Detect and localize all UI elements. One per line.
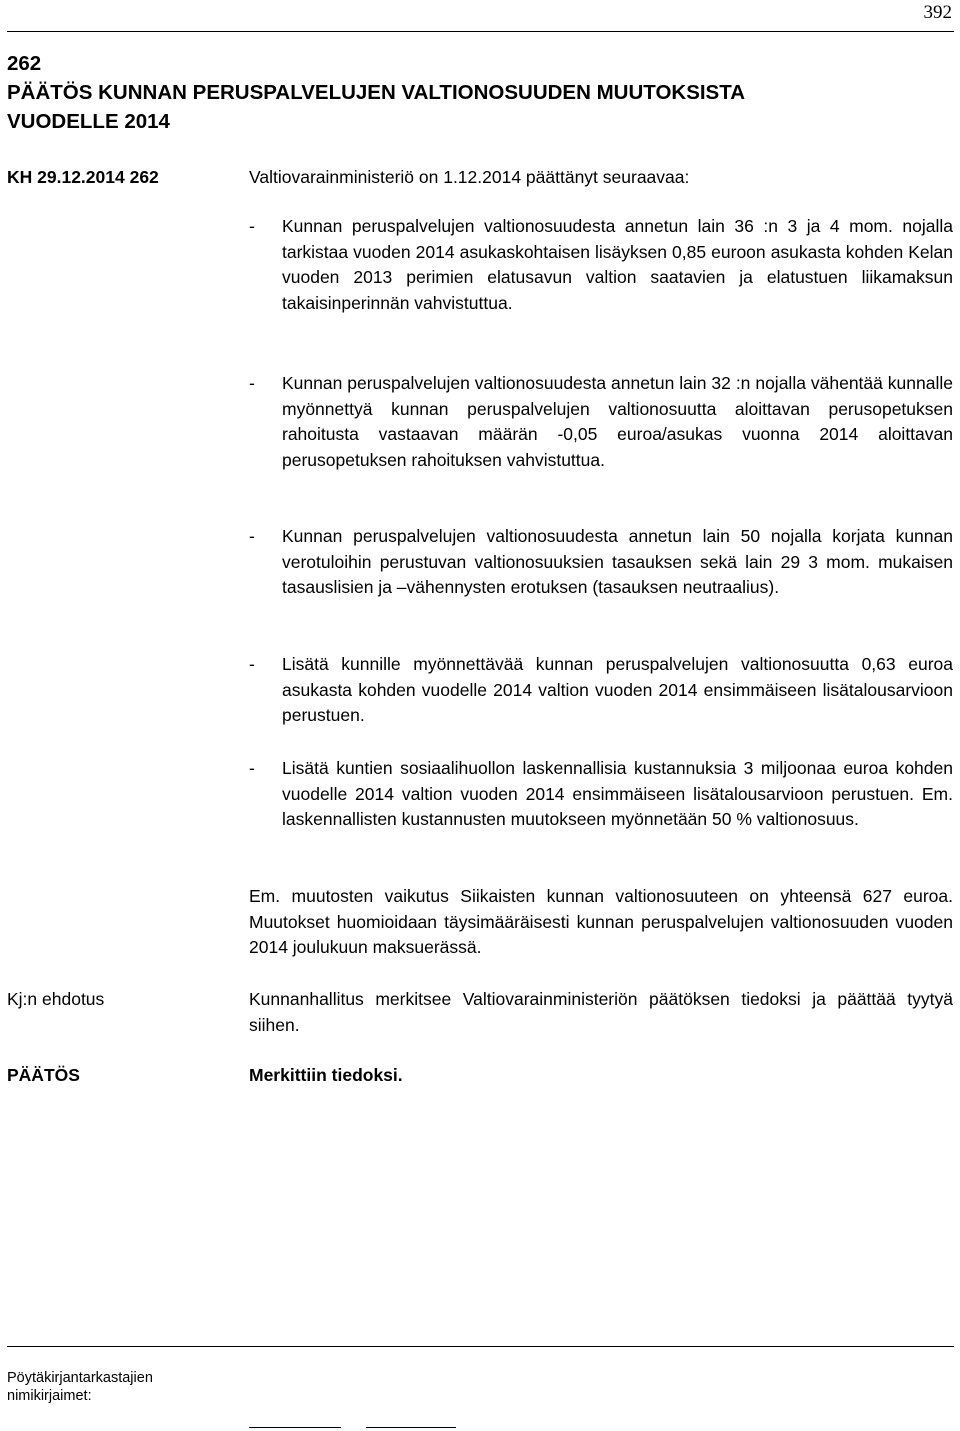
section-title-line: VUODELLE 2014 xyxy=(7,110,170,133)
list-item-text: Lisätä kuntien sosiaalihuollon laskennallisia kustannuksia 3 miljoonaa euroa kohden vuodelle 2014 valtion vuoden 2014 ensimmäiseen lisätalousarvioon perustuen. Em. laskennallisten kustannusten muutokseen myönnetään 50 % valtionosuus. xyxy=(282,758,953,829)
list-dash: - xyxy=(249,654,255,674)
footer-initials-label xyxy=(7,1369,153,1405)
footer-divider xyxy=(7,1346,954,1347)
list-dash: - xyxy=(249,373,255,393)
list-item-text: Kunnan peruspalvelujen valtionosuudesta annetun lain 50 nojalla korjata kunnan verotuloihin perustuvan valtionosuuksien tasauksen sekä lain 29 3 mom. mukaisen tasauslisien ja –vähennysten erotuksen (tasauksen neutraalius). xyxy=(282,526,953,597)
list-item-text: Kunnan peruspalvelujen valtionosuudesta annetun lain 36 :n 3 ja 4 mom. nojalla tarkistaa vuoden 2014 asukaskohtaisen lisäyksen 0,85 euroon asukasta kohden Kelan vuoden 2013 perimien elatusavun valtion saatavien ja elatustuen liikamaksun takaisinperinnän vahvistuttua. xyxy=(282,216,953,313)
list-item-text: Kunnan peruspalvelujen valtionosuudesta annetun lain 32 :n nojalla vähentää kunnalle myönnettyä kunnan peruspalvelujen valtionosuutta aloittavan perusopetuksen rahoitusta vastaavan määrän -0,05 euroa/asukas vuonna 2014 aloittavan perusopetuksen rahoituksen vahvistuttua. xyxy=(282,373,953,470)
list-dash: - xyxy=(249,216,255,236)
list-dash: - xyxy=(249,758,255,778)
footer-label-line: nimikirjaimet: xyxy=(7,1388,92,1404)
decision-item-5 xyxy=(249,756,953,833)
effect-paragraph: Em. muutosten vaikutus Siikaisten kunnan valtionosuuteen on yhteensä 627 euroa. Muutokset huomioidaan täysimääräisesti kunnan peruspalvelujen valtionosuuden vuoden 2014 joulukuun maksuerässä. xyxy=(249,886,953,957)
initials-line-2 xyxy=(366,1427,456,1428)
decision-item-4 xyxy=(249,652,953,729)
decision-item-3 xyxy=(249,524,953,601)
footer-label-line: Pöytäkirjantarkastajien xyxy=(7,1370,153,1386)
proposal-text: Kunnanhallitus merkitsee Valtiovarainministeriön päätöksen tiedoksi ja päättää tyytyä siihen. xyxy=(249,989,953,1035)
decision-label: PÄÄTÖS xyxy=(7,1065,80,1085)
header-divider xyxy=(7,31,954,32)
initials-line-1 xyxy=(249,1427,341,1428)
decision-text: Merkittiin tiedoksi. xyxy=(249,1065,403,1085)
section-number: 262 xyxy=(7,52,42,75)
decision-item-2 xyxy=(249,371,953,473)
list-dash: - xyxy=(249,526,255,546)
meeting-reference: KH 29.12.2014 262 xyxy=(7,167,159,187)
proposal-label: Kj:n ehdotus xyxy=(7,989,105,1009)
intro-text: Valtiovarainministeriö on 1.12.2014 päättänyt seuraavaa: xyxy=(249,167,690,187)
page-number: 392 xyxy=(923,2,952,23)
section-title xyxy=(7,49,952,136)
decision-item-1 xyxy=(249,214,953,316)
list-item-text: Lisätä kunnille myönnettävää kunnan peruspalvelujen valtionosuutta 0,63 euroa asukasta kohden vuodelle 2014 valtion vuoden 2014 ensimmäiseen lisätalousarvioon perustuen. xyxy=(282,654,953,725)
section-title-line: PÄÄTÖS KUNNAN PERUSPALVELUJEN VALTIONOSUUDEN MUUTOKSISTA xyxy=(7,81,746,104)
